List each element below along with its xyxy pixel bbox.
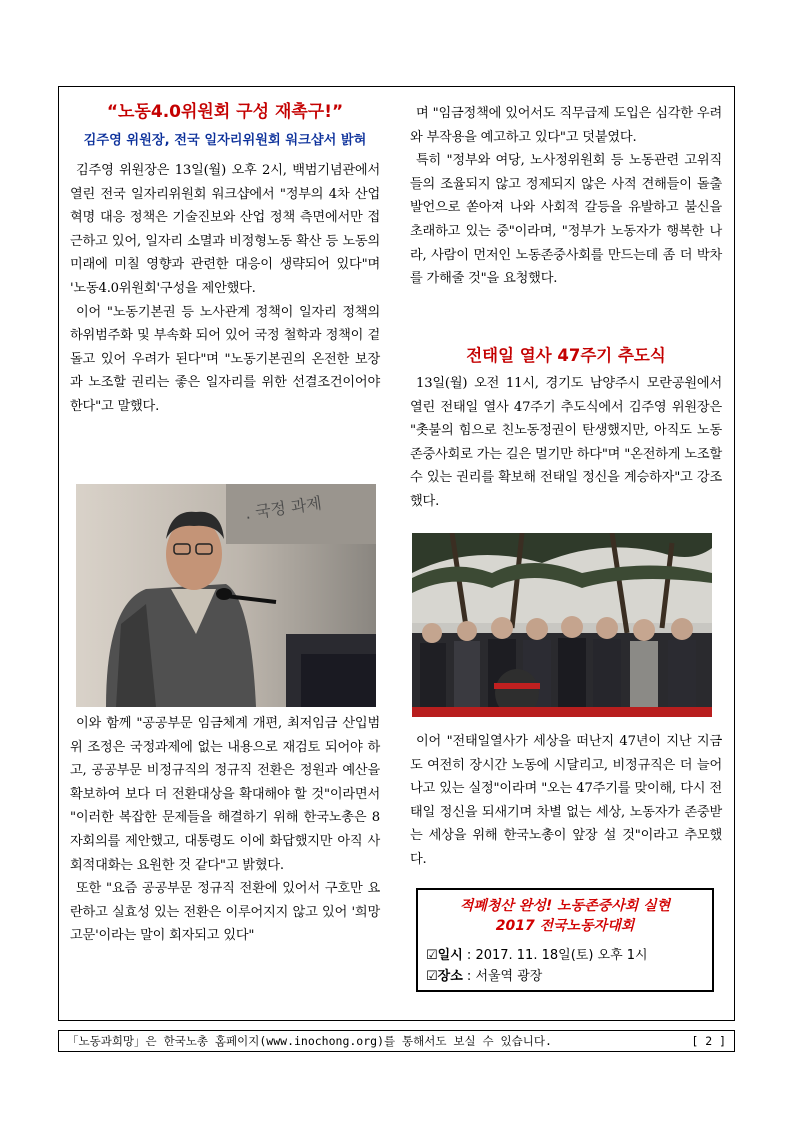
article-main-continued <box>70 712 380 948</box>
article-paragraph: 특히 "정부와 여당, 노사정위원회 등 노동관련 고위직들의 조율되지 않고 정제되지 않은 사적 견해들이 돌출발언으로 쏟아져 나와 사회적 갈등을 유발하고 불신을 초래하고 있는 중"이라며, "정부가 노동자가 행복한 나라, 사람이 먼저인 노동존중사회를 만드는데 좀 더 박차를 가해줄 것"을 요청했다. <box>410 153 722 287</box>
notice-details <box>426 945 648 987</box>
page-footer <box>58 1030 735 1052</box>
article-title: “노동4.0위원회 구성 재촉구!” <box>106 102 344 122</box>
notice-event-name: 2017 전국노동자대회 <box>495 918 635 934</box>
article-memorial <box>410 344 722 514</box>
page-number: [ 2 ] <box>691 1034 726 1048</box>
speaker-photo <box>76 484 376 707</box>
article-paragraph: 김주영 위원장은 13일(월) 오후 2시, 백범기념관에서 열린 전국 일자리위원회 워크샵에서 "정부의 4차 산업혁명 대응 정책은 기술진보와 산업 정책 측면에서만 접근하고 있어, 일자리 소멸과 비정형노동 확산 등 노동의 미래에 미칠 영향과 관련한 대응이 생략되어 있다"며 '노동4.0위원회'구성을 제안했다. <box>70 163 380 296</box>
memorial-continued <box>410 730 722 872</box>
article-main-right <box>410 102 722 291</box>
event-notice-box <box>416 888 714 992</box>
notice-place-row: ☑장소 : 서울역 광장 <box>426 969 543 984</box>
notice-place-label: 장소 <box>437 969 463 984</box>
notice-place-value: 서울역 광장 <box>475 969 543 984</box>
checkbox-icon: ☑ <box>426 948 438 963</box>
footer-text: 「노동과희망」은 한국노총 홈페이지(www.inochong.org)를 통해서도 보실 수 있습니다. <box>67 1034 552 1048</box>
notice-title: 적폐청산 완성! 노동존중사회 실현 <box>459 898 671 914</box>
article-paragraph: 며 "임금정책에 있어서도 직무급제 도입은 심각한 우려와 부작용을 예고하고 있다"고 덧붙였다. <box>410 106 722 145</box>
memorial-photo <box>412 533 712 717</box>
notice-date-row: ☑일시 : 2017. 11. 18일(토) 오후 1시 <box>426 948 648 963</box>
article-paragraph: 또한 "요즘 공공부문 정규직 전환에 있어서 구호만 요란하고 실효성 있는 전환은 이루어지지 않고 있어 '희망고문'이라는 말이 회자되고 있다" <box>70 881 380 944</box>
checkbox-icon: ☑ <box>426 969 438 984</box>
svg-text:. 국정 과제: . 국정 과제 <box>243 493 323 523</box>
memorial-paragraph: 13일(월) 오전 11시, 경기도 남양주시 모란공원에서 열린 전태일 열사 47주기 추도식에서 김주영 위원장은 "촛불의 힘으로 친노동정권이 탄생했지만, 아직도 노동존중사회로 가는 길은 멀기만 하다"며 "온전하게 노조할 수 있는 권리를 확보해 전태일 정신을 계승하자"고 강조했다. <box>410 376 722 509</box>
notice-date-label: 일시 <box>437 948 463 963</box>
article-subtitle: 김주영 위원장, 전국 일자리위원회 워크샵서 밝혀 <box>83 133 367 148</box>
article-paragraph: 이와 함께 "공공부문 임금체계 개편, 최저임금 산입범위 조정은 국정과제에 없는 내용으로 재검토 되어야 하고, 공공부문 비정규직의 정규직 전환은 정원과 예산을 확보하여 보다 더 전환대상을 확대해야 할 것"이라면서 "이러한 복잡한 문제들을 해결하기 위해 한국노총은 8자회의를 제안했고, 대통령도 이에 화답했지만 아직 사회적대화는 요원한 것 같다"고 밝혔다. <box>70 716 380 873</box>
article-main <box>70 100 380 419</box>
memorial-title: 전태일 열사 47주기 추도식 <box>466 346 666 365</box>
article-paragraph: 이어 "노동기본권 등 노사관계 정책이 일자리 정책의 하위범주화 및 부속화 되어 있어 국정 철학과 정책이 겉돌고 있어 우려가 된다"며 "노동기본권의 온전한 보장과 노조할 권리는 좋은 일자리를 위한 선결조건이어야 한다"고 말했다. <box>70 304 380 414</box>
memorial-paragraph: 이어 "전태일열사가 세상을 떠난지 47년이 지난 지금도 여전히 장시간 노동에 시달리고, 비정규직은 더 늘어나고 있는 실정"이라며 "오는 47주기를 맞이해, 다시 전태일 정신을 되새기며 차별 없는 세상, 노동자가 존중받는 세상을 위해 한국노총이 앞장 설 것"이라고 추모했다. <box>410 734 722 867</box>
notice-date-value: 2017. 11. 18일(토) 오후 1시 <box>475 948 648 963</box>
